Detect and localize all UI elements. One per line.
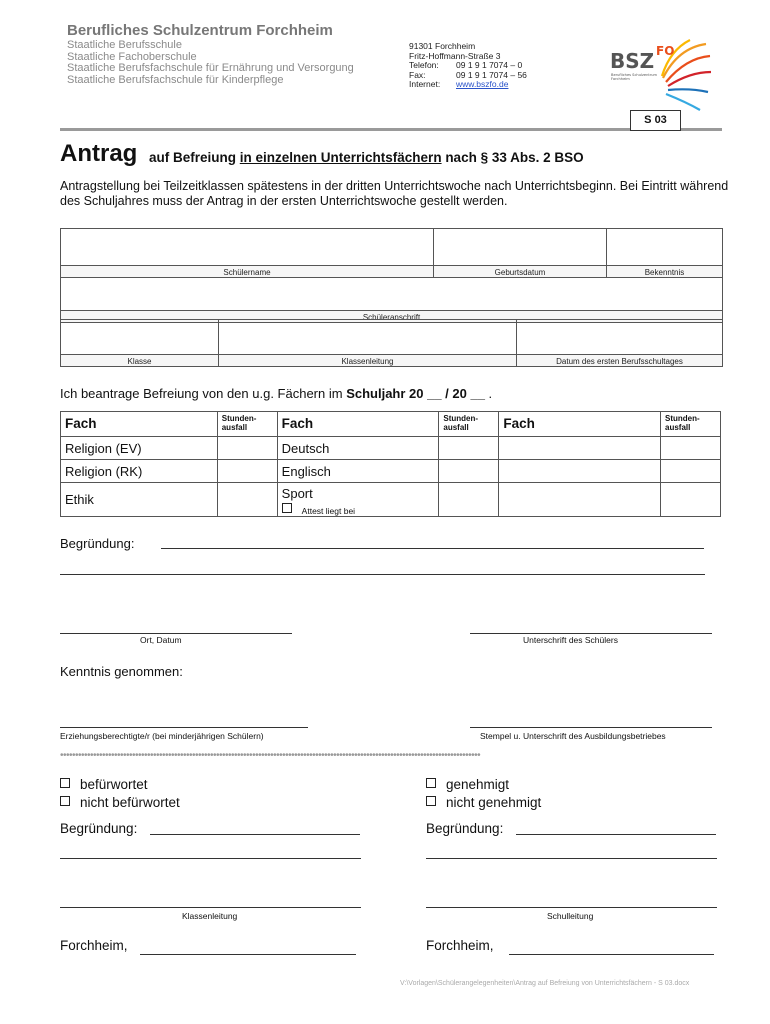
subject-sport: Sport bbox=[281, 486, 313, 501]
subject-ethik: Ethik bbox=[61, 483, 218, 517]
address-label: Schüleranschrift bbox=[61, 311, 723, 323]
ausfall-text: ausfall bbox=[221, 423, 248, 432]
logo-caption: Berufliches Schulzentrum bbox=[611, 73, 658, 77]
col-header-stundenausfall bbox=[439, 412, 499, 437]
religion-field[interactable] bbox=[607, 229, 723, 266]
school-year-field[interactable]: Schuljahr 20 __ / 20 __ bbox=[346, 386, 485, 401]
reason-line-left[interactable] bbox=[60, 858, 361, 859]
address-field[interactable] bbox=[61, 278, 723, 311]
bsz-logo bbox=[608, 38, 713, 112]
col-header-fach: Fach bbox=[61, 412, 218, 437]
student-signature-label: Unterschrift des Schülers bbox=[523, 635, 618, 645]
class-teacher-signature-label: Klassenleitung bbox=[182, 911, 238, 921]
class-teacher-label: Klassenleitung bbox=[219, 355, 517, 367]
contact-street: Fritz-Hoffmann-Straße 3 bbox=[409, 50, 501, 61]
hours-deutsch[interactable] bbox=[439, 437, 499, 460]
subject-custom-3[interactable] bbox=[499, 483, 661, 517]
header-divider bbox=[60, 128, 722, 131]
checkbox-icon[interactable] bbox=[426, 778, 436, 788]
class-label: Klasse bbox=[61, 355, 219, 367]
school-name: Berufliches Schulzentrum Forchheim bbox=[67, 22, 333, 39]
subject-deutsch: Deutsch bbox=[277, 437, 439, 460]
subtitle-prefix: auf Befreiung bbox=[149, 150, 240, 165]
stunden-text: Stunden- bbox=[665, 414, 700, 423]
reason-line[interactable] bbox=[161, 548, 704, 549]
place-label-left: Forchheim, bbox=[60, 938, 128, 953]
col-header-fach: Fach bbox=[277, 412, 439, 437]
dotted-divider: •••••••••••••••••••••••••••••••••••••••••••••••••••••••••••••••••••••••••••••••••••••••••••••••••••••••••••••••••••••••••••••••••••••••••••• bbox=[60, 753, 481, 759]
first-school-day-field[interactable] bbox=[517, 320, 723, 355]
reason-label-left: Begründung: bbox=[60, 821, 138, 836]
class-info-table bbox=[60, 319, 723, 367]
hours-religion-rk[interactable] bbox=[217, 460, 277, 483]
website-link[interactable]: www.bszfo.de bbox=[456, 79, 509, 90]
place-label-right: Forchheim, bbox=[426, 938, 494, 953]
date-line-right[interactable] bbox=[509, 954, 714, 955]
ausfall-text: ausfall bbox=[665, 423, 691, 432]
hours-religion-ev[interactable] bbox=[217, 437, 277, 460]
checkbox-icon[interactable] bbox=[426, 796, 436, 806]
option-nicht-genehmigt[interactable] bbox=[426, 794, 541, 812]
col-header-fach: Fach bbox=[499, 412, 661, 437]
guardian-signature-line[interactable] bbox=[60, 727, 308, 728]
form-title: Antrag bbox=[60, 140, 138, 167]
student-name-field[interactable] bbox=[61, 229, 434, 266]
contact-block bbox=[409, 42, 527, 90]
internet-label: Internet: bbox=[409, 79, 441, 90]
ausfall-text: ausfall bbox=[443, 423, 469, 432]
branch-line: Staatliche Berufsfachschule für Kinderpflege bbox=[67, 73, 284, 86]
logo-fo-text: FO bbox=[656, 44, 675, 58]
class-teacher-field[interactable] bbox=[219, 320, 517, 355]
stunden-text: Stunden- bbox=[221, 414, 257, 423]
reason-label: Begründung: bbox=[60, 536, 135, 551]
contact-city: 91301 Forchheim bbox=[409, 41, 476, 51]
reason-line[interactable] bbox=[60, 574, 705, 575]
hours-ethik[interactable] bbox=[217, 483, 277, 517]
first-school-day-label: Datum des ersten Berufsschultages bbox=[517, 355, 723, 367]
logo-bsz-text: BSZ bbox=[610, 49, 655, 73]
subtitle-underlined: in einzelnen Unterrichtsfächern bbox=[239, 150, 442, 165]
attest-label: Attest liegt bei bbox=[301, 506, 356, 516]
hours-custom-1[interactable] bbox=[661, 437, 721, 460]
student-info-table bbox=[60, 228, 723, 323]
file-path-footer: V:\Vorlagen\Schülerangelegenheiten\Antrag auf Befreiung von Unterrichtsfächern - S 03.docx bbox=[400, 980, 690, 987]
stunden-text: Stunden- bbox=[443, 414, 479, 423]
form-subtitle bbox=[149, 150, 584, 165]
branch-line: Staatliche Berufsfachschule für Ernährung und Versorgung bbox=[67, 62, 354, 74]
principal-signature-label: Schulleitung bbox=[547, 911, 594, 921]
option-nicht-befuerwortet[interactable] bbox=[60, 794, 180, 812]
attest-option[interactable] bbox=[282, 503, 439, 516]
class-teacher-signature-line[interactable] bbox=[60, 907, 361, 908]
principal-signature-line[interactable] bbox=[426, 907, 717, 908]
recommend-options bbox=[60, 776, 180, 812]
checkbox-icon[interactable] bbox=[282, 503, 292, 513]
request-line bbox=[60, 386, 492, 401]
reason-line-right[interactable] bbox=[426, 858, 717, 859]
hours-sport[interactable] bbox=[439, 483, 499, 517]
option-label: nicht genehmigt bbox=[446, 795, 542, 810]
birthdate-field[interactable] bbox=[434, 229, 607, 266]
hours-custom-3[interactable] bbox=[661, 483, 721, 517]
guardian-signature-label: Erziehungsberechtigte/r (bei minderjährigen Schülern) bbox=[60, 731, 264, 741]
intro-text: Antragstellung bei Teilzeitklassen spätestens in der dritten Unterrichtswoche nach Unterrichtsbeginn. Bei Eintritt während des Schuljahres muss der Antrag in der ersten Unterrichtswoche gestellt werden. bbox=[60, 179, 729, 208]
place-date-line[interactable] bbox=[60, 633, 292, 634]
subject-englisch: Englisch bbox=[277, 460, 439, 483]
place-date-label: Ort, Datum bbox=[140, 635, 182, 645]
birthdate-label: Geburtsdatum bbox=[434, 266, 607, 278]
approval-options bbox=[426, 776, 541, 812]
acknowledged-label: Kenntnis genommen: bbox=[60, 664, 183, 679]
subject-religion-ev: Religion (EV) bbox=[61, 437, 218, 460]
fax-label: Fax: bbox=[409, 69, 426, 80]
reason-line-left[interactable] bbox=[150, 834, 360, 835]
date-line-left[interactable] bbox=[140, 954, 356, 955]
reason-label-right: Begründung: bbox=[426, 821, 504, 836]
student-name-label: Schülername bbox=[61, 266, 434, 278]
request-prefix: Ich beantrage Befreiung von den u.g. Fächern im bbox=[60, 386, 347, 401]
checkbox-icon[interactable] bbox=[60, 778, 70, 788]
student-signature-line[interactable] bbox=[470, 633, 712, 634]
request-suffix: . bbox=[484, 386, 493, 401]
reason-line-right[interactable] bbox=[516, 834, 716, 835]
logo-caption: Forchheim bbox=[611, 77, 630, 81]
phone-value: 09 1 9 1 7074 – 0 bbox=[456, 60, 523, 71]
fax-value: 09 1 9 1 7074 – 56 bbox=[456, 69, 527, 80]
branch-line: Staatliche Berufsschule bbox=[67, 39, 182, 51]
col-header-stundenausfall bbox=[217, 412, 277, 437]
col-header-stundenausfall bbox=[661, 412, 721, 437]
hours-englisch[interactable] bbox=[439, 460, 499, 483]
subjects-table bbox=[60, 411, 721, 517]
checkbox-icon[interactable] bbox=[60, 796, 70, 806]
option-label: nicht befürwortet bbox=[80, 795, 180, 810]
phone-label: Telefon: bbox=[409, 60, 439, 71]
class-field[interactable] bbox=[61, 320, 219, 355]
subject-custom-1[interactable] bbox=[499, 437, 661, 460]
subject-religion-rk: Religion (RK) bbox=[61, 460, 218, 483]
subject-custom-2[interactable] bbox=[499, 460, 661, 483]
hours-custom-2[interactable] bbox=[661, 460, 721, 483]
option-label: befürwortet bbox=[80, 777, 148, 792]
subtitle-suffix: nach § 33 Abs. 2 BSO bbox=[441, 150, 584, 165]
religion-label: Bekenntnis bbox=[607, 266, 723, 278]
option-genehmigt[interactable] bbox=[426, 776, 541, 794]
form-code-badge: S 03 bbox=[630, 110, 681, 131]
company-signature-line[interactable] bbox=[470, 727, 712, 728]
company-signature-label: Stempel u. Unterschrift des Ausbildungsbetriebes bbox=[480, 731, 666, 741]
school-branches bbox=[67, 40, 354, 86]
option-befuerwortet[interactable] bbox=[60, 776, 180, 794]
option-label: genehmigt bbox=[446, 777, 510, 792]
branch-line: Staatliche Fachoberschule bbox=[67, 50, 197, 63]
subject-sport-cell bbox=[277, 483, 439, 517]
